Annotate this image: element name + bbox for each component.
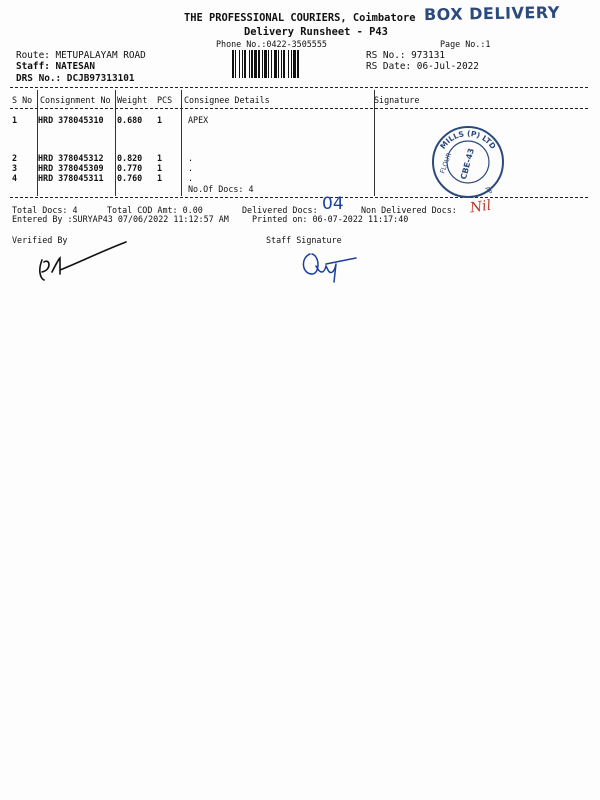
printed-on: Printed on: 06-07-2022 11:17:40 <box>252 214 409 224</box>
rs-number: RS No.: 973131 <box>366 50 446 61</box>
col-divider <box>374 90 375 196</box>
row-consignee: APEX <box>188 115 209 125</box>
col-divider <box>181 90 182 196</box>
verified-by-label: Verified By <box>12 235 68 245</box>
total-docs: Total Docs: 4 <box>12 205 78 215</box>
total-cod-amount: Total COD Amt: 0.00 <box>107 205 203 215</box>
seal-top-text: MILLS (P) LTD <box>438 128 498 151</box>
row-weight: 0.770 <box>117 163 143 173</box>
row-consignment: HRD 378045310 <box>38 115 104 125</box>
row-pcs: 1 <box>157 115 163 125</box>
non-delivered-docs-label: Non Delivered Docs: <box>361 205 457 215</box>
row-sno: 2 <box>12 153 18 163</box>
col-header-signature: Signature <box>374 95 420 105</box>
entered-by: Entered By :SURYAP43 07/06/2022 11:12:57 AM <box>12 214 229 224</box>
row-weight: 0.820 <box>117 153 143 163</box>
verifier-signature <box>30 240 130 284</box>
phone-number: Phone No.:0422-3505555 <box>216 39 327 49</box>
seal-center-text: CBE-43 <box>459 147 476 181</box>
row-consignee: . <box>188 173 194 183</box>
row-consignment: HRD 378045311 <box>38 173 104 183</box>
row-weight: 0.760 <box>117 173 143 183</box>
runsheet-title: Delivery Runsheet - P43 <box>244 26 388 38</box>
delivered-docs-handwritten: 04 <box>322 194 344 214</box>
drs-number: DRS No.: DCJB97313101 <box>16 73 135 84</box>
no-of-docs: No.Of Docs: 4 <box>188 184 254 194</box>
box-delivery-stamp: BOX DELIVERY <box>423 2 560 25</box>
col-header-sno: S No <box>12 95 33 105</box>
col-header-weight: Weight <box>117 95 148 105</box>
rs-date: RS Date: 06-Jul-2022 <box>366 61 479 72</box>
staff-signature <box>298 244 362 284</box>
staff-name: Staff: NATESAN <box>16 61 96 72</box>
table-top-rule <box>10 87 588 88</box>
non-delivered-docs-handwritten: Nil <box>468 197 493 217</box>
route: Route: METUPALAYAM ROAD <box>16 50 146 61</box>
row-pcs: 1 <box>157 173 163 183</box>
delivered-docs-label: Delivered Docs: <box>242 205 318 215</box>
row-pcs: 1 <box>157 153 163 163</box>
row-consignment: HRD 378045312 <box>38 153 104 163</box>
row-consignment: HRD 378045309 <box>38 163 104 173</box>
col-header-consignment: Consignment No <box>40 95 111 105</box>
page-number: Page No.:1 <box>440 39 491 49</box>
company-name: THE PROFESSIONAL COURIERS, Coimbatore <box>184 12 416 24</box>
row-consignee: . <box>188 153 194 163</box>
row-pcs: 1 <box>157 163 163 173</box>
row-sno: 4 <box>12 173 18 183</box>
row-sno: 3 <box>12 163 18 173</box>
row-sno: 1 <box>12 115 18 125</box>
seal-left-text: FLOUR <box>438 151 454 175</box>
row-weight: 0.680 <box>117 115 143 125</box>
company-seal <box>430 124 506 200</box>
col-header-pcs: PCS <box>157 95 173 105</box>
col-header-consignee: Consignee Details <box>184 95 270 105</box>
col-divider <box>115 90 116 196</box>
row-consignee: . <box>188 163 194 173</box>
staff-signature-label: Staff Signature <box>266 235 342 245</box>
barcode <box>232 50 352 78</box>
table-header-rule <box>10 108 588 109</box>
seal-bottom-text: AP <box>483 185 494 196</box>
